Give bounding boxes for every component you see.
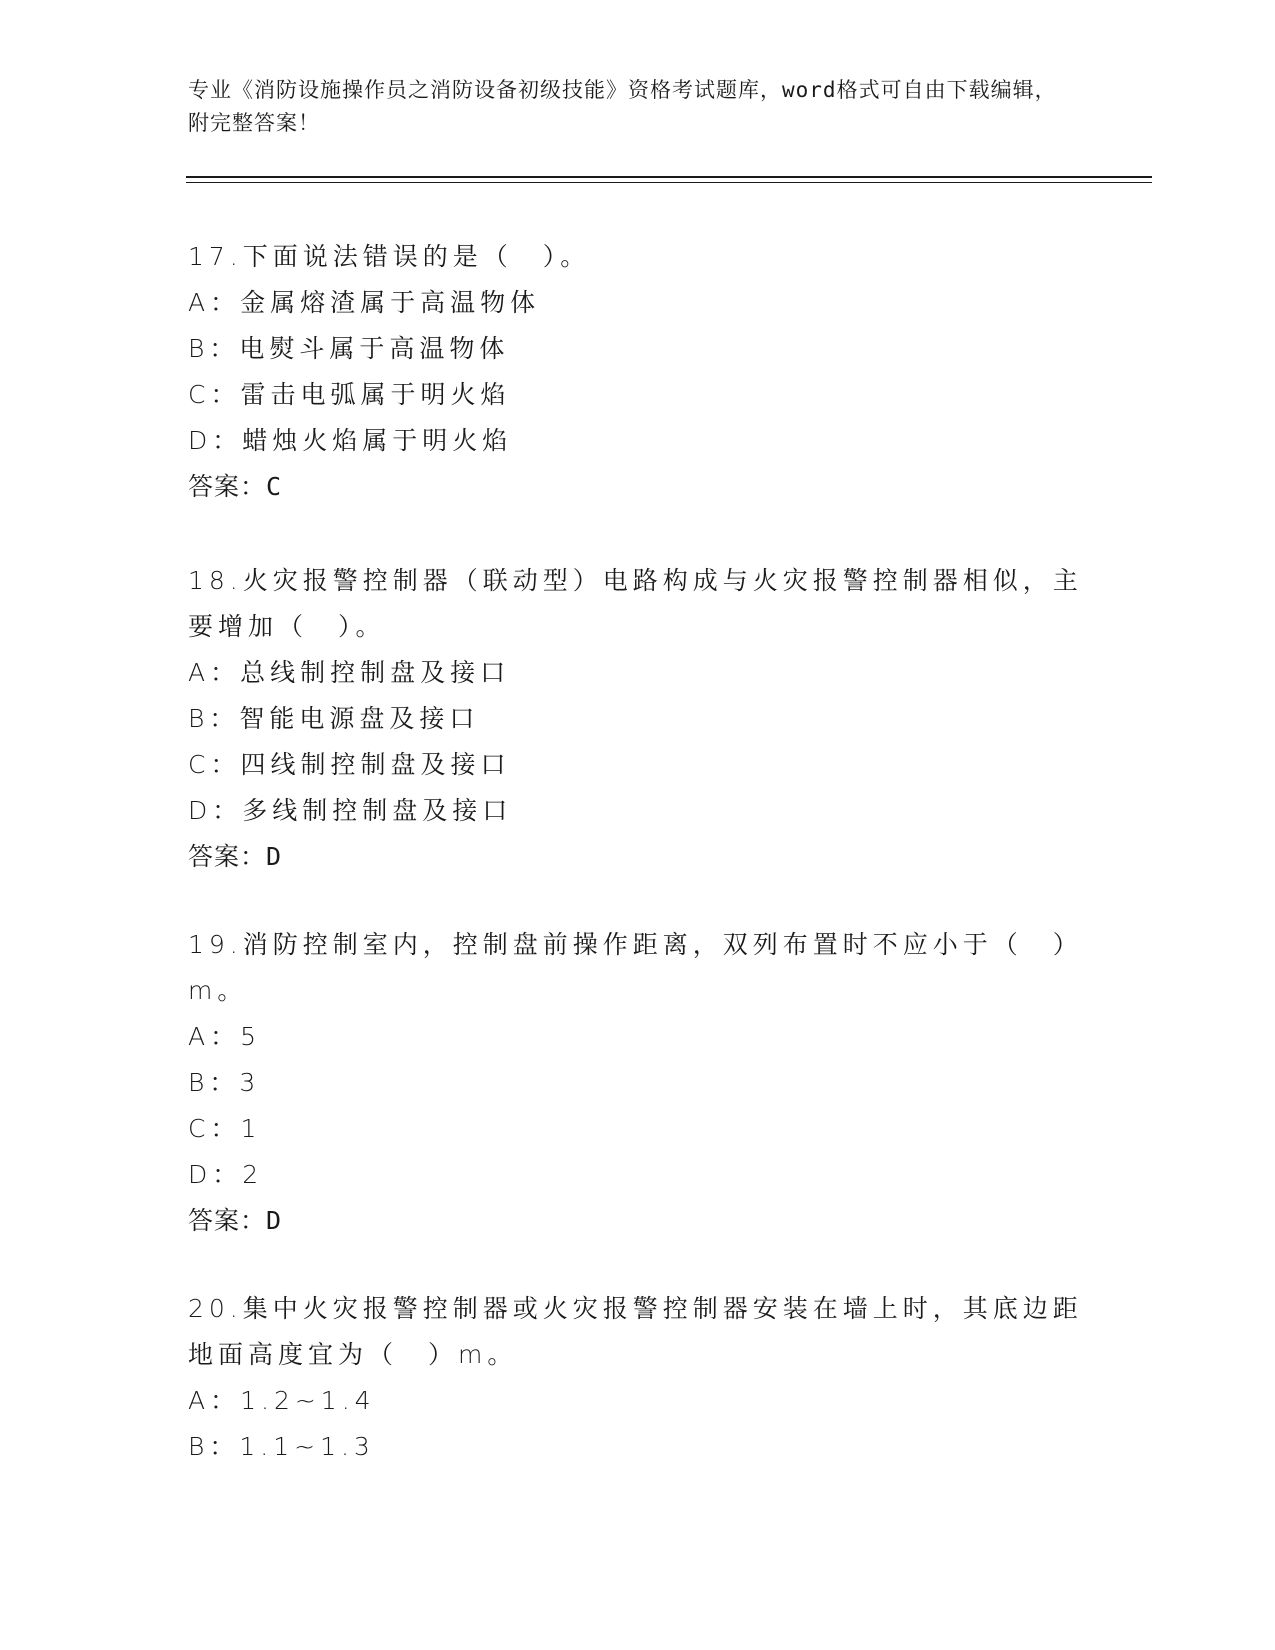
question-option: B：1.1~1.3 [188, 1432, 375, 1461]
question-option: A：5 [188, 1022, 262, 1051]
header-divider-thin [186, 182, 1152, 183]
question-option: A：总线制控制盘及接口 [188, 658, 511, 687]
question-stem: 17.下面说法错误的是（ ）。 [188, 242, 591, 271]
document-header-text: 专业《消防设施操作员之消防设备初级技能》资格考试题库，word格式可自由下载编辑，附完整答案！ [188, 78, 1057, 135]
question-option: C：雷击电弧属于明火焰 [188, 380, 511, 409]
question-option: C：1 [188, 1114, 262, 1143]
question-option: D：蜡烛火焰属于明火焰 [188, 426, 513, 455]
question-stem: 20.集中火灾报警控制器或火灾报警控制器安装在墙上时，其底边距地面高度宜为（ ）m。 [188, 1294, 1083, 1369]
question-stem: 18.火灾报警控制器（联动型）电路构成与火灾报警控制器相似，主要增加（ ）。 [188, 566, 1083, 641]
question-stem: 19.消防控制室内，控制盘前操作距离，双列布置时不应小于（ ）m。 [188, 930, 1083, 1005]
question-answer: 答案：D [188, 1206, 283, 1235]
header-divider-thick [186, 176, 1152, 178]
question-answer: 答案：D [188, 842, 283, 871]
question-block [188, 922, 1088, 1244]
question-block [188, 1286, 1088, 1470]
question-option: B：智能电源盘及接口 [188, 704, 480, 733]
question-option: D：2 [188, 1160, 264, 1189]
question-option: B：3 [188, 1068, 261, 1097]
question-option: D：多线制控制盘及接口 [188, 796, 513, 825]
question-option: A：金属熔渣属于高温物体 [188, 288, 541, 317]
question-answer: 答案：C [188, 472, 283, 501]
question-option: C：四线制控制盘及接口 [188, 750, 511, 779]
question-option: A：1.2~1.4 [188, 1386, 376, 1415]
question-block [188, 234, 1088, 510]
question-option: B：电熨斗属于高温物体 [188, 334, 510, 363]
question-block [188, 558, 1088, 880]
